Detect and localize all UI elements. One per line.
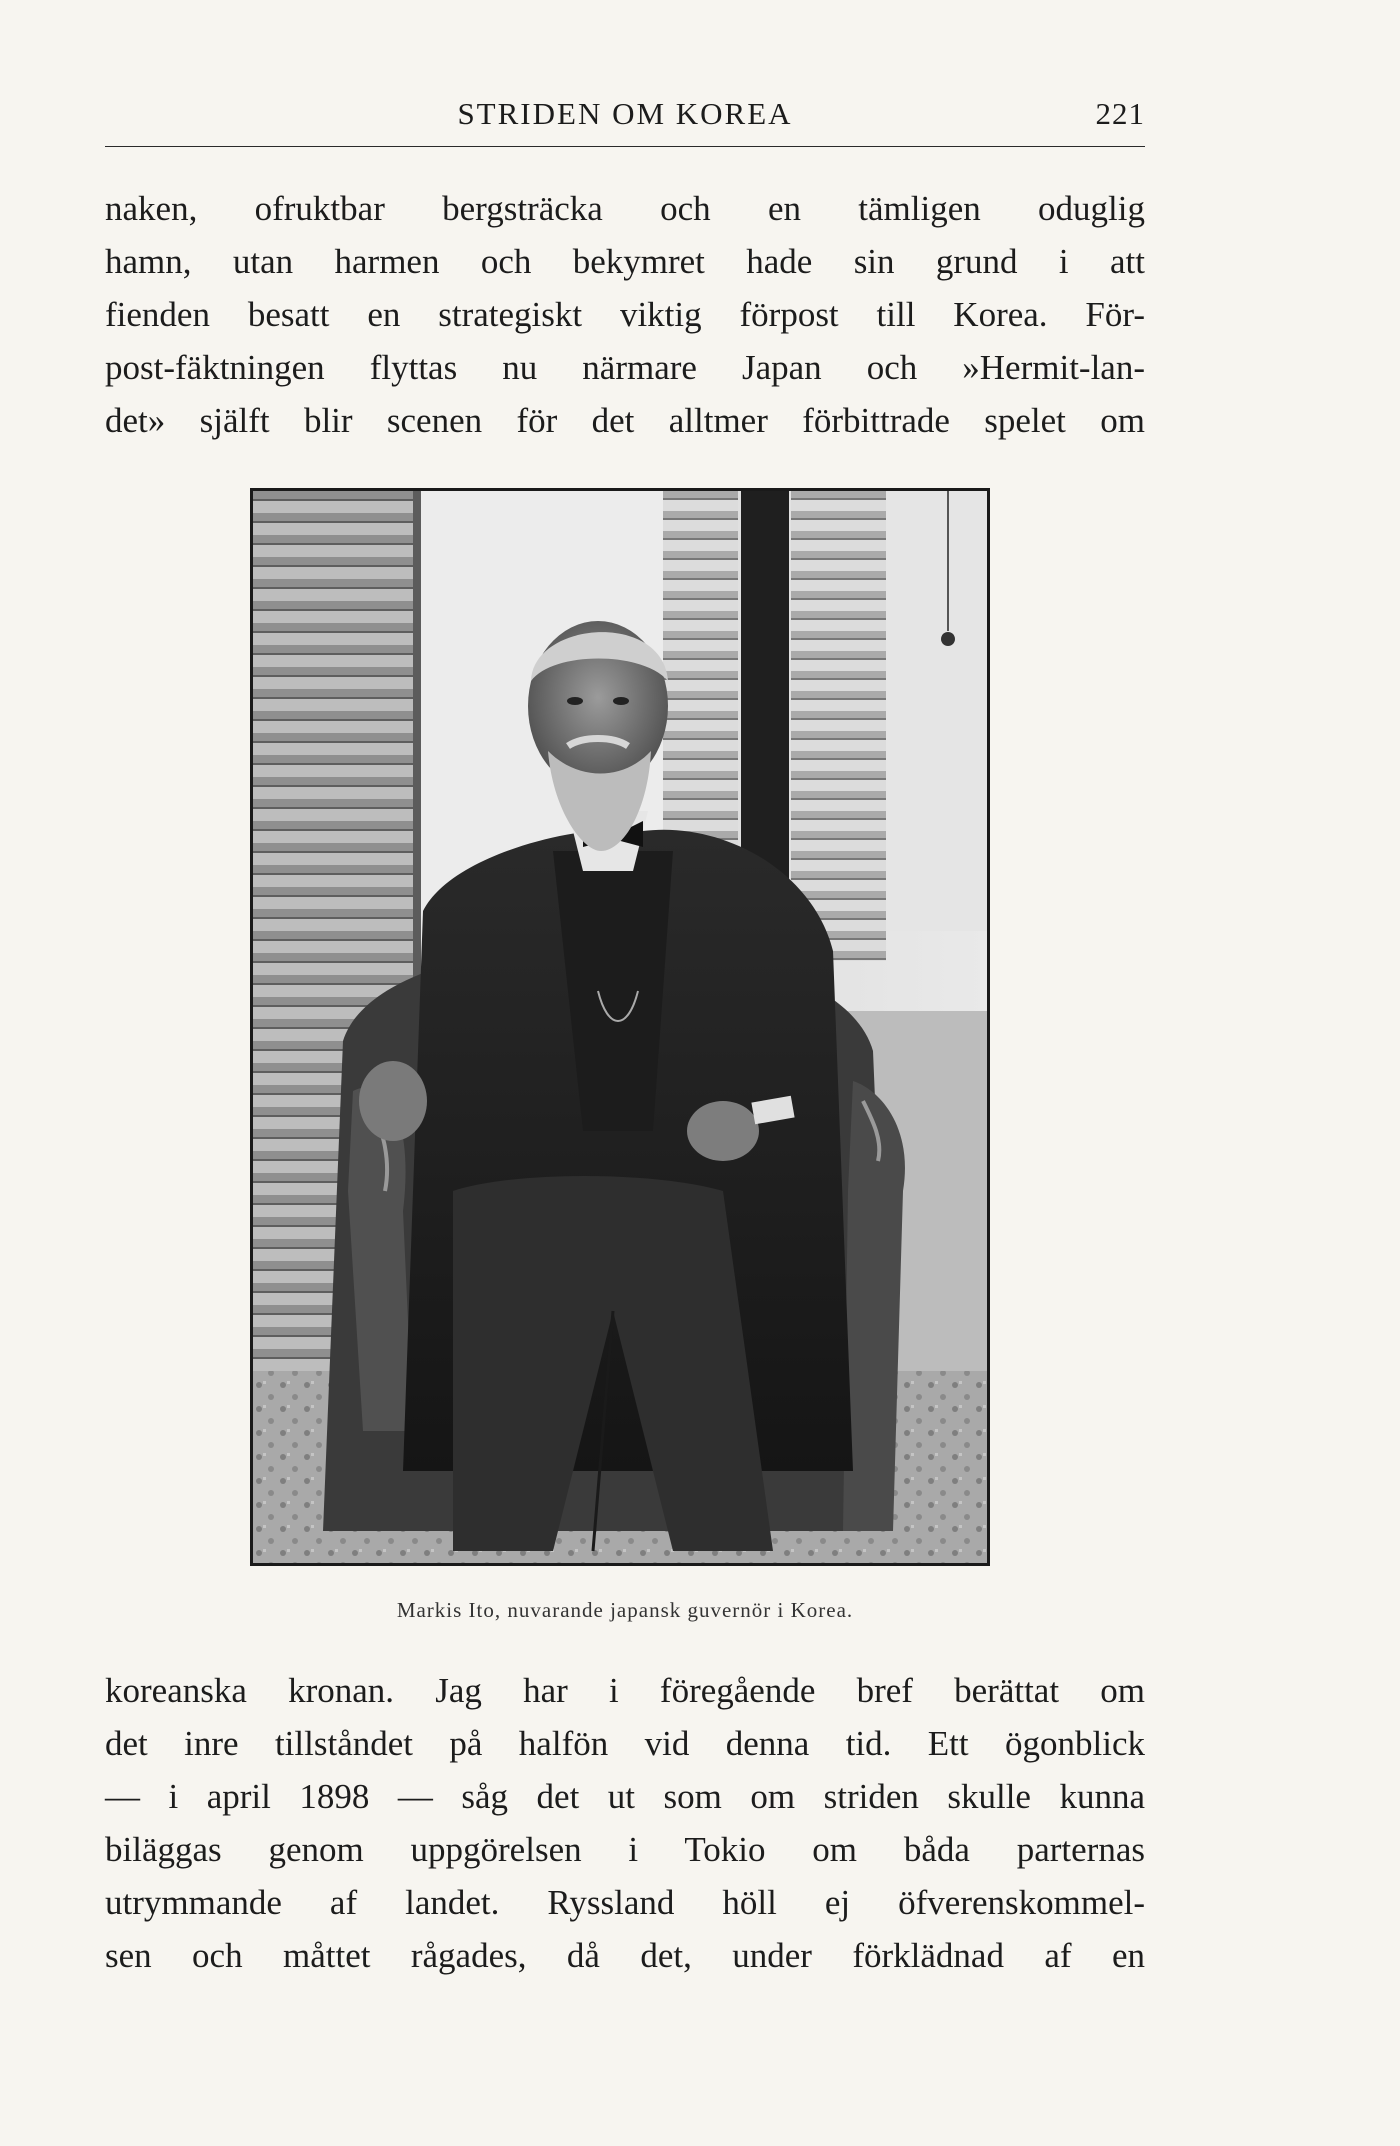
portrait-illustration bbox=[253, 491, 987, 1563]
text-line: post-fäktningen flyttas nu närmare Japan och »Hermit-lan- bbox=[105, 348, 1145, 387]
text-line: naken, ofruktbar bergsträcka och en tämligen oduglig bbox=[105, 189, 1145, 228]
portrait-photograph bbox=[250, 488, 990, 1566]
text-line: sen och måttet rågades, då det, under förklädnad af en bbox=[105, 1936, 1145, 1975]
text-line: utrymmande af landet. Ryssland höll ej öfverenskommel- bbox=[105, 1883, 1145, 1922]
page-header bbox=[105, 96, 1145, 136]
text-line: hamn, utan harmen och bekymret hade sin grund i att bbox=[105, 242, 1145, 281]
text-line: — i april 1898 — såg det ut som om striden skulle kunna bbox=[105, 1777, 1145, 1816]
text-line: det» själft blir scenen för det alltmer förbittrade spelet om bbox=[105, 401, 1145, 440]
text-line: det inre tillståndet på halfön vid denna tid. Ett ögonblick bbox=[105, 1724, 1145, 1763]
text-line: koreanska kronan. Jag har i föregående bref berättat om bbox=[105, 1671, 1145, 1710]
paragraph-top bbox=[105, 182, 1145, 447]
text-line: fienden besatt en strategiskt viktig förpost till Korea. För- bbox=[105, 295, 1145, 334]
text-line: biläggas genom uppgörelsen i Tokio om båda parternas bbox=[105, 1830, 1145, 1869]
figure-caption: Markis Ito, nuvarande japansk guvernör i Korea. bbox=[396, 1598, 854, 1622]
paragraph-bottom bbox=[105, 1664, 1145, 1982]
page-number: 221 bbox=[1095, 96, 1145, 131]
running-title: STRIDEN OM KOREA bbox=[457, 96, 793, 131]
header-rule bbox=[105, 146, 1145, 147]
